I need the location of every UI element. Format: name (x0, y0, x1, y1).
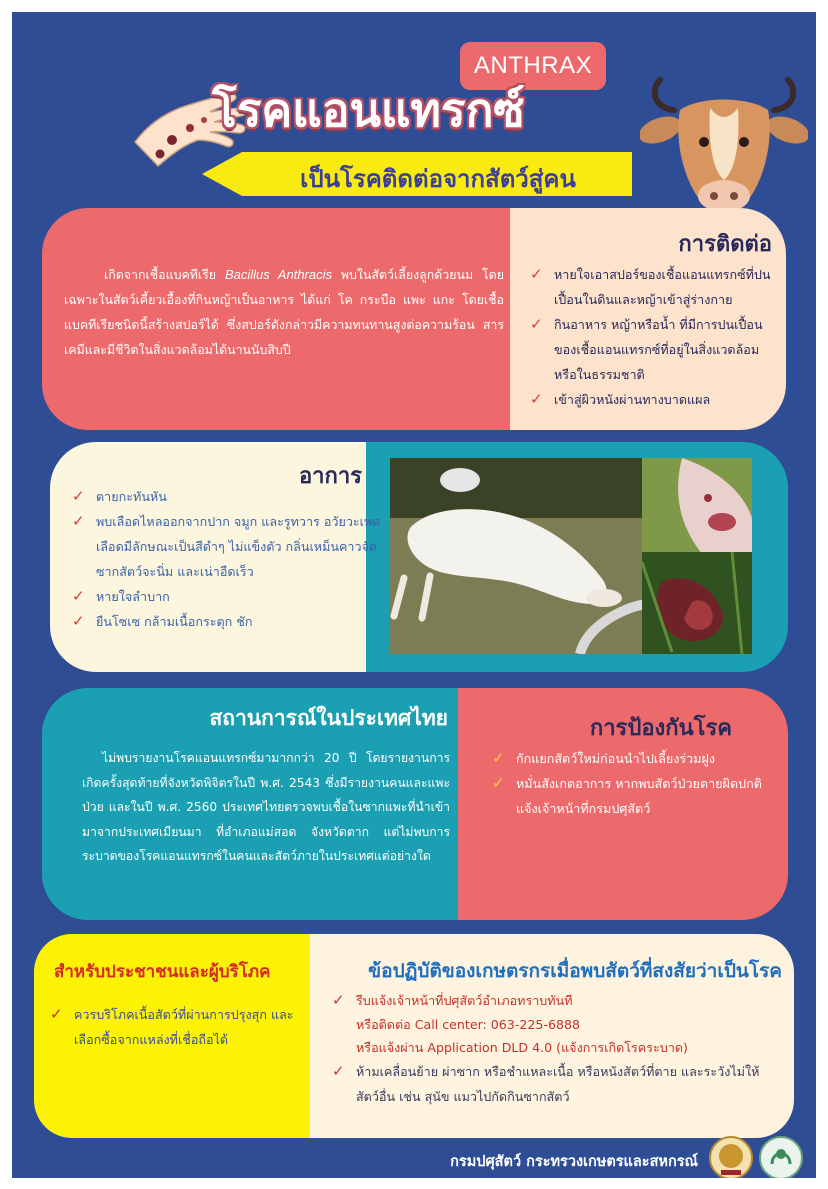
intro-text: เกิดจากเชื้อแบคทีเรีย Bacillus Anthracis พบในสัตว์เลี้ยงลูกด้วยนม โดยเฉพาะในสัตว์เคี้ยวเอื้องที่กินหญ้าเป็นอาหาร ได้แก่ โค กระบือ แพะ แกะ โดยเชื้อแบคทีเรียชนิดนี้สร้างสปอร์ได้ ซึ่งสปอร์ดังกล่าวมีความทนทานสูงต่อความร้อน สารเคมีและมีชีวิตในสิ่งแวดล้อมได้นานนับสิบปี (64, 267, 504, 357)
list-item: ✓ พบเลือดไหลออกจากปาก จมูก และรูทวาร อวัยวะเพศ เลือดมีลักษณะเป็นสีดำๆ ไม่แข็งตัว กลิ่นเหม็นคาวจัด ซากสัตว์จะนิ่ม และเน่าอืดเร็ว (72, 509, 382, 584)
list-item: ✓ รีบแจ้งเจ้าหน้าที่ปศุสัตว์อำเภอทราบทันที (332, 988, 782, 1013)
check-icon: ✓ (332, 991, 345, 1009)
subtitle: เป็นโรคติดต่อจากสัตว์สู่คน (300, 165, 576, 193)
check-icon: ✓ (492, 774, 505, 792)
check-icon: ✓ (530, 390, 543, 408)
check-icon: ✓ (50, 1005, 63, 1023)
department-seal-icon (708, 1134, 754, 1178)
symptoms-heading: อาการ (298, 464, 362, 489)
symptoms-list (72, 484, 382, 634)
list-item: ✓ หมั่นสังเกตอาการ หากพบสัตว์ป่วยตายผิดปกติ แจ้งเจ้าหน้าที่กรมปศุสัตว์ (492, 771, 782, 821)
prevention-list (492, 746, 782, 821)
main-title: โรคแอนแทรกซ์ (212, 83, 525, 137)
check-icon: ✓ (530, 315, 543, 333)
bacteria-name: Bacillus Anthracis (224, 267, 332, 282)
list-item: ✓ ตายกะทันหัน (72, 484, 382, 509)
prevention-heading: การป้องกันโรค (589, 716, 732, 741)
check-icon: ✓ (72, 512, 85, 530)
list-item: ✓ หายใจเอาสปอร์ของเชื้อแอนแทรกซ์ที่ปนเปื้อนในดินและหญ้าเข้าสู่ร่างกาย (530, 262, 776, 312)
consumer-list (50, 1002, 310, 1052)
app-report-line: หรือแจ้งผ่าน Application DLD 4.0 (แจ้งการเกิดโรคระบาด) (356, 1040, 688, 1055)
thailand-text: ไม่พบรายงานโรคแอนแทรกซ์มามากกว่า 20 ปี โดยรายงานการเกิดครั้งสุดท้ายที่จังหวัดพิจิตรในปี พ.ศ. 2543 ซึ่งมีรายงานคนและแพะป่วย และในปี พ.ศ. 2560 ประเทศไทยตรวจพบเชื้อในซากแพะที่นำเข้ามาจากประเทศเมียนมา ที่อำเภอแม่สอด จังหวัดตาก แต่ไม่พบการระบาดของโรคแอนแทรกซ์ในคนและสัตว์ภายในประเทศแต่อย่างใด (82, 751, 450, 864)
check-icon: ✓ (332, 1062, 345, 1080)
list-item: ✓ หายใจลำบาก (72, 584, 382, 609)
farmer-heading: ข้อปฏิบัติของเกษตรกรเมื่อพบสัตว์ที่สงสัยว่าเป็นโรค (368, 960, 782, 982)
consumer-heading: สำหรับประชาชนและผู้บริโภค (54, 962, 271, 982)
list-item: ✓ ห้ามเคลื่อนย้าย ผ่าซาก หรือชำแหละเนื้อ หรือหนังสัตว์ที่ตาย และระวังไม่ให้สัตว์อื่น เช่น สุนัข แมวไปกัดกินซากสัตว์ (332, 1059, 782, 1109)
list-item: ✓ กินอาหาร หญ้าหรือน้ำ ที่มีการปนเปื้อนของเชื้อแอนแทรกซ์ที่อยู่ในสิ่งแวดล้อม หรือในธรรมชาติ (530, 312, 776, 387)
blood-grass-photo (642, 552, 752, 654)
check-icon: ✓ (492, 749, 505, 767)
check-icon: ✓ (72, 487, 85, 505)
poster (12, 12, 816, 1178)
cow-illustration (640, 60, 808, 220)
transmission-heading: การติดต่อ (678, 232, 772, 257)
dead-cow-photo (390, 458, 646, 654)
call-center-line: หรือติดต่อ Call center: 063-225-6888 (356, 1017, 581, 1032)
thailand-heading: สถานการณ์ในประเทศไทย (209, 706, 448, 730)
farmer-list (332, 988, 782, 1109)
list-item: ✓ กักแยกสัตว์ใหม่ก่อนนำไปเลี้ยงร่วมฝูง (492, 746, 782, 771)
cow-muzzle-photo (642, 458, 752, 554)
check-icon: ✓ (72, 612, 85, 630)
organization-name: กรมปศุสัตว์ กระทรวงเกษตรและสหกรณ์ (450, 1154, 698, 1170)
check-icon: ✓ (530, 265, 543, 283)
list-item: ✓ ควรบริโภคเนื้อสัตว์ที่ผ่านการปรุงสุก และเลือกซื้อจากแหล่งที่เชื่อถือได้ (50, 1002, 310, 1052)
list-item: ✓ เข้าสู่ผิวหนังผ่านทางบาดแผล (530, 387, 776, 412)
anthrax-badge: ANTHRAX (460, 42, 606, 90)
list-item: ✓ ยืนโซเซ กล้ามเนื้อกระตุก ชัก (72, 609, 382, 634)
check-icon: ✓ (72, 587, 85, 605)
ministry-logo-icon (758, 1134, 804, 1178)
transmission-list (530, 262, 776, 412)
